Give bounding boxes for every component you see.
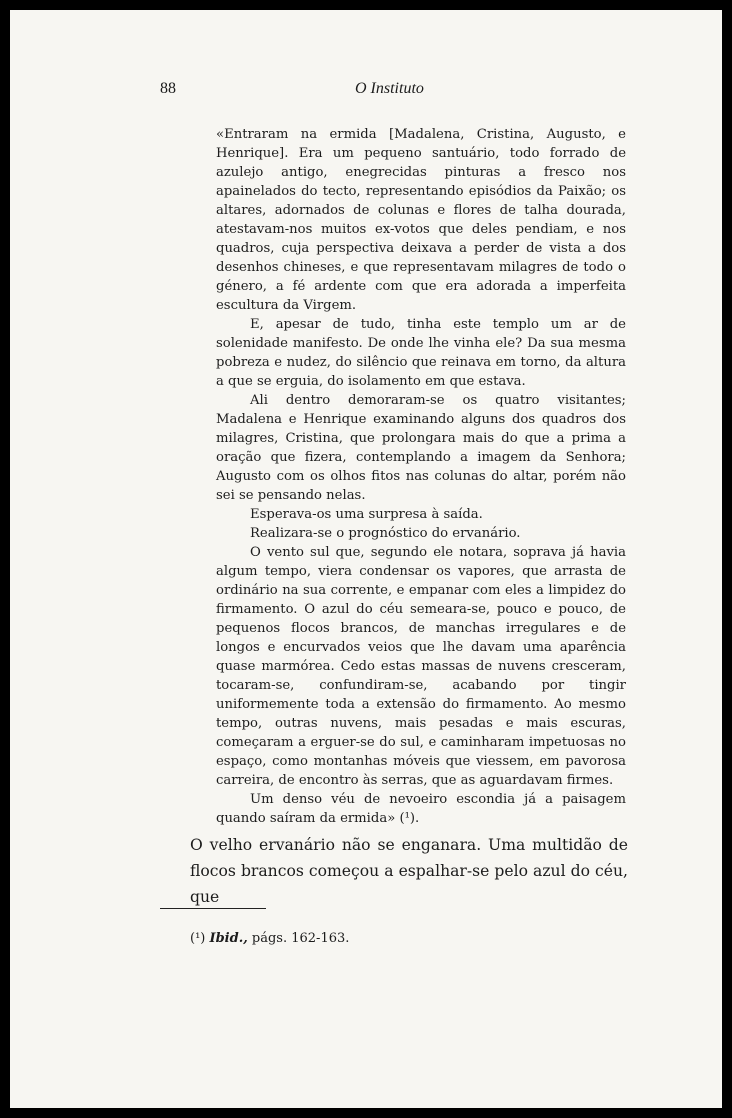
- footnote-source: Ibid.,: [209, 931, 248, 946]
- footnote-divider: [160, 908, 266, 909]
- body-text: [190, 832, 628, 910]
- quote-paragraph: «Entraram na ermida [Madalena, Cristina, Augusto, e Henrique]. Era um pequeno santuário, todo forrado de azulejo antigo, enegrecidas pinturas a fresco nos apainelados do tecto, representando episódios da Paixão; os altares, adornados de colunas e flores de talha dourada, atestavam-nos muitos ex-votos que deles pendiam, e nos quadros, cuja perspectiva deixava a perder de vista a dos desenhos chineses, e que representavam milagres de todo o género, a fé ardente com que era adorada a imperfeita escultura da Virgem.: [216, 127, 626, 313]
- footnote-marker: (¹): [190, 931, 206, 946]
- footnote-pages: págs. 162-163.: [251, 931, 350, 946]
- footnote: [190, 931, 349, 946]
- quote-paragraph: Realizara-se o prognóstico do ervanário.: [250, 526, 521, 541]
- quote-paragraph: Um denso véu de nevoeiro escondia já a paisagem quando saíram da ermida» (¹).: [216, 792, 626, 826]
- body-paragraph: O velho ervanário não se enganara. Uma multidão de flocos brancos começou a espalhar-se pelo azul do céu, que: [190, 836, 628, 906]
- quote-paragraph: O vento sul que, segundo ele notara, soprava já havia algum tempo, viera condensar os vapores, que arrasta de ordinário na sua corrente, e empanar com eles a limpidez do firmamento. O azul do céu semeara-se, pouco e pouco, de pequenos flocos brancos, de manchas irregulares e de longos e encurvados veios que lhe davam uma aparência quase marmórea. Cedo estas massas de nuvens cresceram, tocaram-se, confundiram-se, acabando por tingir uniformemente toda a extensão do firmamento. Ao mesmo tempo, outras nuvens, mais pesadas e mais escuras, começaram a erguer-se do sul, e caminharam impetuosas no espaço, como montanhas móveis que viessem, em pavorosa carreira, de encontro às serras, que as aguardavam firmes.: [216, 545, 626, 788]
- quoted-passage: [216, 125, 626, 828]
- quote-paragraph: Ali dentro demoraram-se os quatro visitantes; Madalena e Henrique examinando alguns dos quadros dos milagres, Cristina, que prolongara mais do que a prima a oração que fizera, contemplando a imagem da Senhora; Augusto com os olhos fitos nas colunas do altar, porém não sei se pensando nelas.: [216, 393, 626, 503]
- quote-paragraph: Esperava-os uma surpresa à saída.: [250, 507, 483, 522]
- quote-paragraph: E, apesar de tudo, tinha este templo um ar de solenidade manifesto. De onde lhe vinha ele? Da sua mesma pobreza e nudez, do silêncio que reinava em torno, da altura a que se erguia, do isolamento em que estava.: [216, 317, 626, 389]
- page-number: 88: [160, 80, 176, 97]
- running-title: O Instituto: [355, 80, 424, 97]
